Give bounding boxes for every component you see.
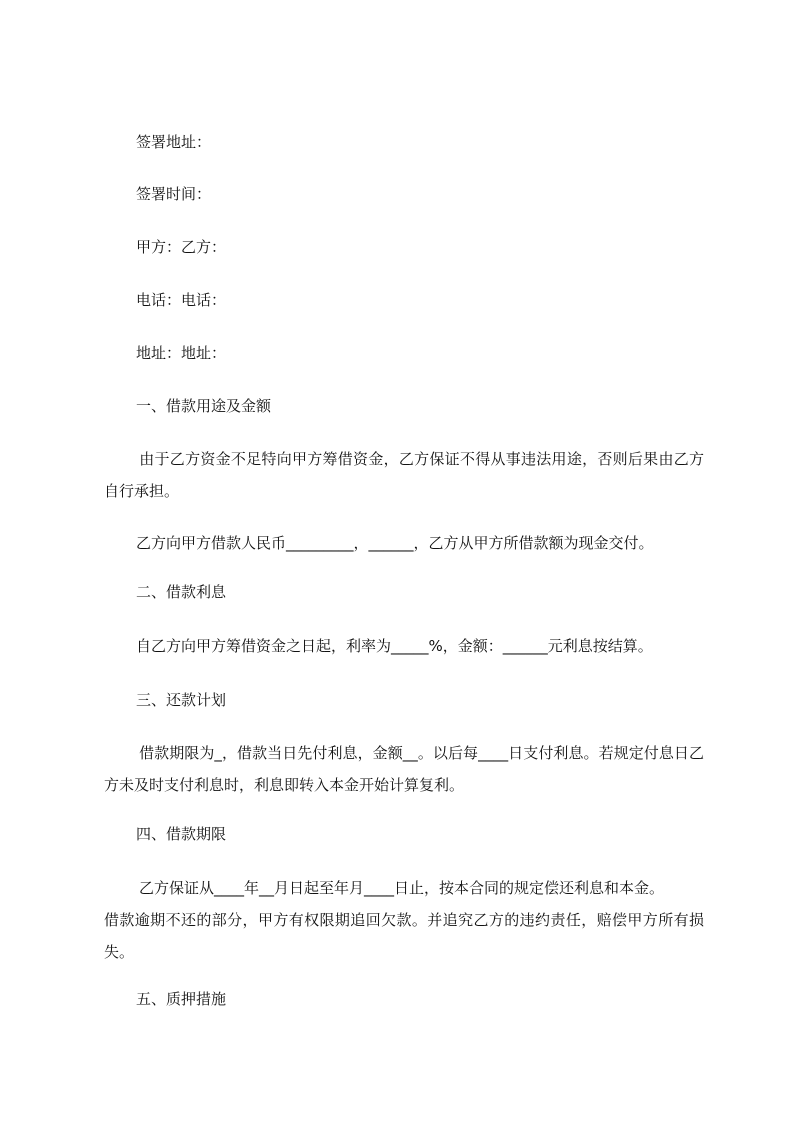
section-1-paragraph-2: 乙方向甲方借款人民币_________，______，乙方从甲方所借款额为现金交付。	[136, 534, 654, 552]
addresses-label: 地址：地址：	[136, 344, 227, 362]
sign-time-label: 签署时间：	[136, 185, 212, 203]
section-3-paragraph-1	[104, 737, 704, 801]
section-5-title: 五、质押措施	[136, 990, 227, 1008]
section-1-title: 一、借款用途及金额	[136, 397, 272, 415]
section-1-paragraph-1	[104, 443, 704, 507]
section-4-paragraph-1a-text: 乙方保证从____年__月日起至年月____日止，按本合同的规定偿还利息和本金。	[139, 879, 665, 897]
section-3-paragraph-1-text: 借款期限为_，借款当日先付利息，金额__。以后每____日支付利息。若规定付息日乙方未及时支付利息时，利息即转入本金开始计算复利。	[104, 744, 704, 794]
sign-location-label: 签署地址：	[136, 133, 212, 151]
section-4-paragraph-1b-text: 借款逾期不还的部分，甲方有权限期追回欠款。并追究乙方的违约责任，赔偿甲方所有损失。	[104, 911, 704, 961]
section-3-title: 三、还款计划	[136, 691, 227, 709]
section-4-paragraph-1	[104, 872, 704, 904]
section-1-paragraph-1-text: 由于乙方资金不足特向甲方筹借资金，乙方保证不得从事违法用途，否则后果由乙方自行承担。	[104, 450, 704, 500]
phones-label: 电话：电话：	[136, 291, 227, 309]
section-2-paragraph-1: 自乙方向甲方筹借资金之日起，利率为_____%，金额：______元利息按结算。	[136, 637, 653, 655]
section-4-paragraph-2	[104, 904, 704, 968]
section-2-title: 二、借款利息	[136, 583, 227, 601]
parties-label: 甲方：乙方：	[136, 238, 227, 256]
section-4-title: 四、借款期限	[136, 825, 227, 843]
